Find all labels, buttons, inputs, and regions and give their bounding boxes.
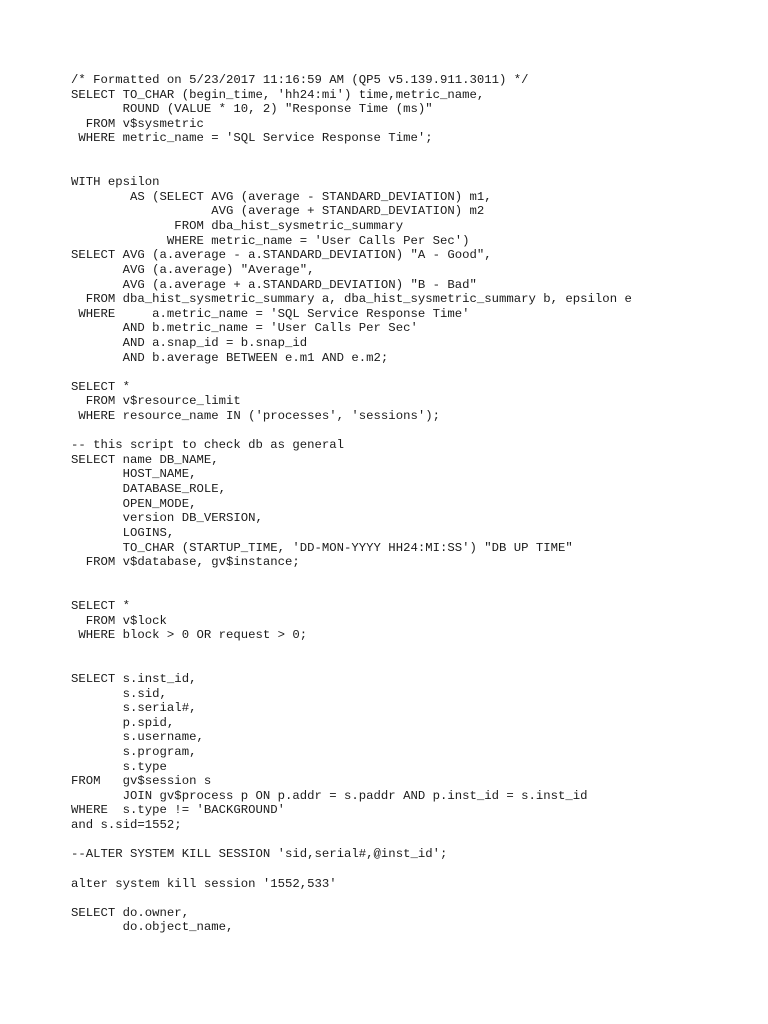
code-line: /* Formatted on 5/23/2017 11:16:59 AM (QP5 v5.139.911.3011) */ <box>71 73 529 87</box>
code-line: AVG (a.average) "Average", <box>71 262 315 277</box>
code-line: WHERE a.metric_name = 'SQL Service Response Time' <box>71 306 470 321</box>
code-line: TO_CHAR (STARTUP_TIME, 'DD-MON-YYYY HH24:MI:SS') "DB UP TIME" <box>71 540 573 555</box>
blank-line <box>71 584 632 599</box>
code-line: WHERE metric_name = 'User Calls Per Sec') <box>71 233 470 248</box>
code-line: WHERE s.type != 'BACKGROUND' <box>71 803 286 818</box>
blank-line <box>71 146 632 161</box>
blank-line <box>71 833 632 848</box>
code-line: AND a.snap_id = b.snap_id <box>71 335 308 350</box>
code-line: --ALTER SYSTEM KILL SESSION 'sid,serial#,@inst_id'; <box>71 847 448 862</box>
code-line: AND b.average BETWEEN e.m1 AND e.m2; <box>71 350 389 365</box>
code-line: AVG (a.average + a.STANDARD_DEVIATION) "B - Bad" <box>71 277 477 292</box>
code-line: SELECT name DB_NAME, <box>71 452 219 467</box>
code-line: s.serial#, <box>71 701 197 716</box>
code-line: s.username, <box>71 730 204 745</box>
code-line: alter system kill session '1552,533' <box>71 876 337 891</box>
code-line: do.object_name, <box>71 920 234 935</box>
code-line: s.type <box>71 759 167 774</box>
blank-line <box>71 657 632 672</box>
blank-line <box>71 643 632 658</box>
code-line: SELECT * <box>71 379 131 394</box>
code-line: JOIN gv$process p ON p.addr = s.paddr AND p.inst_id = s.inst_id <box>71 788 588 803</box>
code-line: FROM gv$session s <box>71 774 212 789</box>
sql-script-text <box>71 73 632 935</box>
code-line: FROM v$lock <box>71 613 167 628</box>
code-line: s.sid, <box>71 686 167 701</box>
code-line: HOST_NAME, <box>71 467 197 482</box>
code-line: AND b.metric_name = 'User Calls Per Sec' <box>71 321 418 336</box>
code-line: WHERE resource_name IN ('processes', 'sessions'); <box>71 409 440 424</box>
code-line: and s.sid=1552; <box>71 818 182 833</box>
blank-line <box>71 365 632 380</box>
code-line: LOGINS, <box>71 525 175 540</box>
code-line: -- this script to check db as general <box>71 438 345 453</box>
code-line: FROM v$sysmetric <box>71 116 204 131</box>
code-line: WHERE metric_name = 'SQL Service Response Time'; <box>71 131 433 146</box>
code-line: AVG (average + STANDARD_DEVIATION) m2 <box>71 204 485 219</box>
code-line: version DB_VERSION, <box>71 511 263 526</box>
blank-line <box>71 570 632 585</box>
code-line: DATABASE_ROLE, <box>71 482 226 497</box>
code-line: SELECT TO_CHAR (begin_time, 'hh24:mi') time,metric_name, <box>71 87 485 102</box>
code-line: s.program, <box>71 745 197 760</box>
code-line: WITH epsilon <box>71 175 160 190</box>
code-line: FROM v$database, gv$instance; <box>71 555 300 570</box>
code-line: WHERE block > 0 OR request > 0; <box>71 628 308 643</box>
blank-line <box>71 891 632 906</box>
code-line: SELECT do.owner, <box>71 905 190 920</box>
code-line: FROM v$resource_limit <box>71 394 241 409</box>
code-line: FROM dba_hist_sysmetric_summary a, dba_hist_sysmetric_summary b, epsilon e <box>71 292 632 307</box>
code-line: AS (SELECT AVG (average - STANDARD_DEVIATION) m1, <box>71 189 492 204</box>
blank-line <box>71 161 632 176</box>
code-line: FROM dba_hist_sysmetric_summary <box>71 219 404 234</box>
code-line: ROUND (VALUE * 10, 2) "Response Time (ms)" <box>71 102 433 117</box>
blank-line <box>71 424 632 439</box>
code-line: p.spid, <box>71 715 175 730</box>
code-line: OPEN_MODE, <box>71 496 197 511</box>
code-line: SELECT AVG (a.average - a.STANDARD_DEVIATION) "A - Good", <box>71 248 492 263</box>
code-line: SELECT s.inst_id, <box>71 671 197 686</box>
code-line: SELECT * <box>71 598 131 613</box>
blank-line <box>71 862 632 877</box>
